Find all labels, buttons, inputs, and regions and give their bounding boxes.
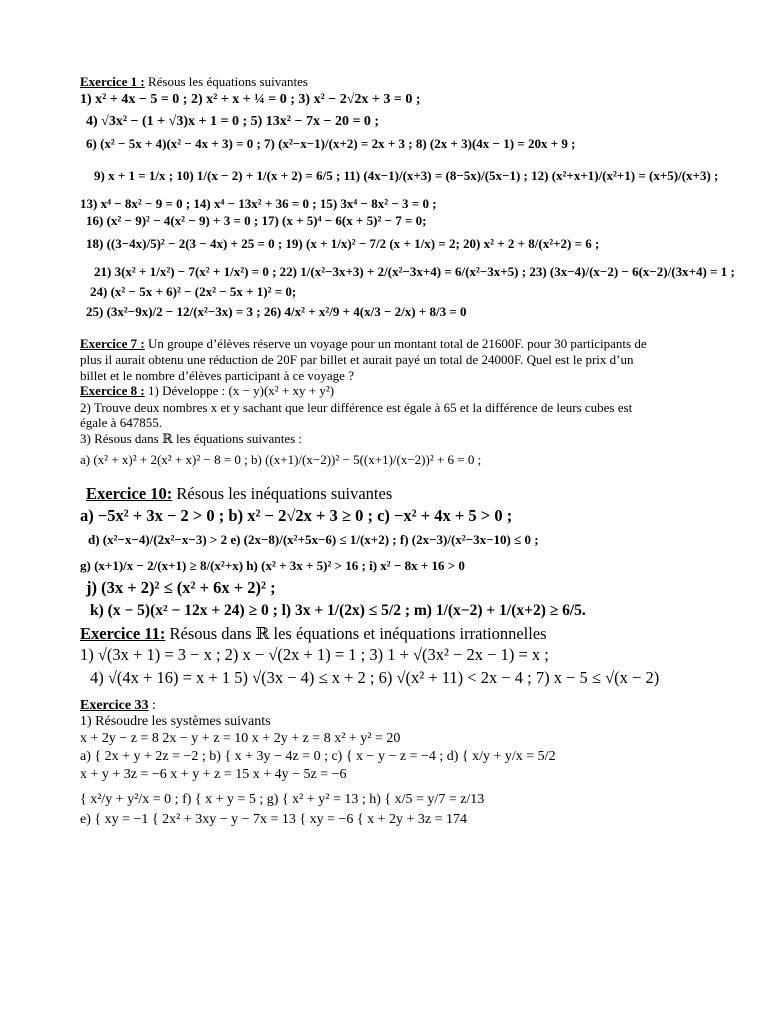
exercise-10-heading: [86, 484, 392, 504]
exercise-8-line: a) (x² + x)² + 2(x² + x)² − 8 = 0 ; b) ((x+1)/(x−2))² − 5((x+1)/(x−2))² + 6 = 0 ;: [80, 452, 482, 467]
exercise-1-line: 13) x⁴ − 8x² − 9 = 0 ; 14) x⁴ − 13x² + 36 = 0 ; 15) 3x⁴ − 8x² − 3 = 0 ;: [80, 196, 437, 211]
exercise-1-line: 16) (x² − 9)² − 4(x² − 9) + 3 = 0 ; 17) (x + 5)⁴ − 6(x + 5)² − 7 = 0;: [86, 213, 427, 228]
exercise-1-line: 4) √3x² − (1 + √3)x + 1 = 0 ; 5) 13x² − 7x − 20 = 0 ;: [86, 114, 380, 129]
exercise-1-line: 1) x² + 4x − 5 = 0 ; 2) x² + x + ¼ = 0 ; 3) x² − 2√2x + 3 = 0 ;: [80, 92, 421, 107]
exercise-10-title: Exercice 10:: [86, 484, 173, 503]
exercise-8-line: 2) Trouve deux nombres x et y sachant que leur différence est égale à 65 et la différence de leurs cubes est: [80, 400, 633, 415]
exercise-33-line: { x²/y + y²/x = 0 ; f) { x + y = 5 ; g) { x² + y² = 13 ; h) { x/5 = y/7 = z/13: [80, 792, 485, 807]
exercise-33-line: a) { 2x + y + 2z = −2 ; b) { x + 3y − 4z = 0 ; c) { x − y − z = −4 ; d) { x/y + y/x = 5/2: [80, 749, 556, 764]
exercise-11-heading: [80, 624, 547, 644]
exercise-33-line: x + y + 3z = −6 x + y + z = 15 x + 4y − 5z = −6: [80, 767, 347, 782]
exercise-33-line: e) { xy = −1 { 2x² + 3xy − y − 7x = 13 { xy = −6 { x + 2y + 3z = 174: [80, 812, 468, 827]
exercise-7-line: plus il aurait obtenu une réduction de 20F par billet et aurait payé un total de 24000F. Quel est le prix d’un: [80, 352, 634, 367]
exercise-8-line-1: [80, 383, 334, 399]
exercise-7-text: Un groupe d’élèves réserve un voyage pour un montant total de 21600F. pour 30 participants de: [144, 336, 647, 351]
exercise-1-line: 18) ((3−4x)/5)² − 2(3 − 4x) + 25 = 0 ; 19) (x + 1/x)² − 7/2 (x + 1/x) = 2; 20) x² + 2 + 8/(x²+2) = 6 ;: [86, 236, 600, 251]
exercise-33-colon: :: [148, 698, 156, 713]
exercise-1-line: 21) 3(x² + 1/x²) − 7(x² + 1/x²) = 0 ; 22) 1/(x²−3x+3) + 2/(x²−3x+4) = 6/(x²−3x+5) ; 23) (3x−4)/(x−2) − 6(x−2)/(3x+4) = 1 ;: [94, 264, 735, 279]
exercise-11-subtitle: Résous dans ℝ les équations et inéquations irrationnelles: [165, 624, 547, 643]
exercise-10-line: g) (x+1)/x − 2/(x+1) ≥ 8/(x²+x) h) (x² + 3x + 5)² > 16 ; i) x² − 8x + 16 > 0: [80, 558, 465, 573]
exercise-10-line: j) (3x + 2)² ≤ (x² + 6x + 2)² ;: [86, 578, 276, 597]
exercise-33-title: Exercice 33: [80, 698, 149, 713]
exercise-33-line: x + 2y − z = 8 2x − y + z = 10 x + 2y + z = 8 x² + y² = 20: [80, 731, 401, 746]
exercise-8-line: 3) Résous dans ℝ les équations suivantes :: [80, 431, 303, 446]
exercise-1-subtitle: Résous les équations suivantes: [144, 74, 308, 89]
exercise-8-title: Exercice 8 :: [80, 383, 145, 398]
exercise-8-line: égale à 647855.: [80, 415, 162, 430]
exercise-1-title: Exercice 1 :: [80, 74, 145, 89]
exercise-1-line: 25) (3x²−9x)/2 − 12/(x²−3x) = 3 ; 26) 4/x² + x²/9 + 4(x/3 − 2/x) + 8/3 = 0: [86, 304, 467, 319]
exercise-33-intro: 1) Résoudre les systèmes suivants: [80, 714, 271, 729]
exercise-11-title: Exercice 11:: [80, 624, 166, 643]
exercise-11-line: 1) √(3x + 1) = 3 − x ; 2) x − √(2x + 1) = 1 ; 3) 1 + √(3x² − 2x − 1) = x ;: [80, 645, 549, 664]
exercise-33-heading: [80, 698, 156, 714]
exercise-1-line: 6) (x² − 5x + 4)(x² − 4x + 3) = 0 ; 7) (x²−x−1)/(x+2) = 2x + 3 ; 8) (2x + 3)(4x − 1) = 20x + 9 ;: [86, 136, 576, 151]
exercise-11-line: 4) √(4x + 16) = x + 1 5) √(3x − 4) ≤ x + 2 ; 6) √(x² + 11) < 2x − 4 ; 7) x − 5 ≤ √(x − 2): [90, 668, 660, 687]
exercise-7-line: billet et le nombre d’élèves participant à ce voyage ?: [80, 368, 354, 383]
exercise-7-line-1: [80, 336, 647, 352]
exercise-10-subtitle: Résous les inéquations suivantes: [172, 484, 393, 503]
exercise-10-line: a) −5x² + 3x − 2 > 0 ; b) x² − 2√2x + 3 ≥ 0 ; c) −x² + 4x + 5 > 0 ;: [80, 506, 513, 525]
exercise-1-line: 24) (x² − 5x + 6)² − (2x² − 5x + 1)² = 0;: [90, 284, 297, 299]
exercise-10-line: k) (x − 5)(x² − 12x + 24) ≥ 0 ; l) 3x + 1/(2x) ≤ 5/2 ; m) 1/(x−2) + 1/(x+2) ≥ 6/5.: [90, 602, 586, 619]
exercise-7-title: Exercice 7 :: [80, 336, 145, 351]
exercise-10-line: d) (x²−x−4)/(2x²−x−3) > 2 e) (2x−8)/(x²+5x−6) ≤ 1/(x+2) ; f) (2x−3)/(x²−3x−10) ≤ 0 ;: [88, 532, 539, 547]
exercise-1-heading: [80, 74, 308, 90]
exercise-8-text: 1) Développe : (x − y)(x² + xy + y²): [144, 383, 335, 398]
exercise-1-line: 9) x + 1 = 1/x ; 10) 1/(x − 2) + 1/(x + 2) = 6/5 ; 11) (4x−1)/(x+3) = (8−5x)/(5x−1) ; 12) (x²+x+1)/(x²+1) = (x+5)/(x+3) ;: [94, 168, 719, 183]
